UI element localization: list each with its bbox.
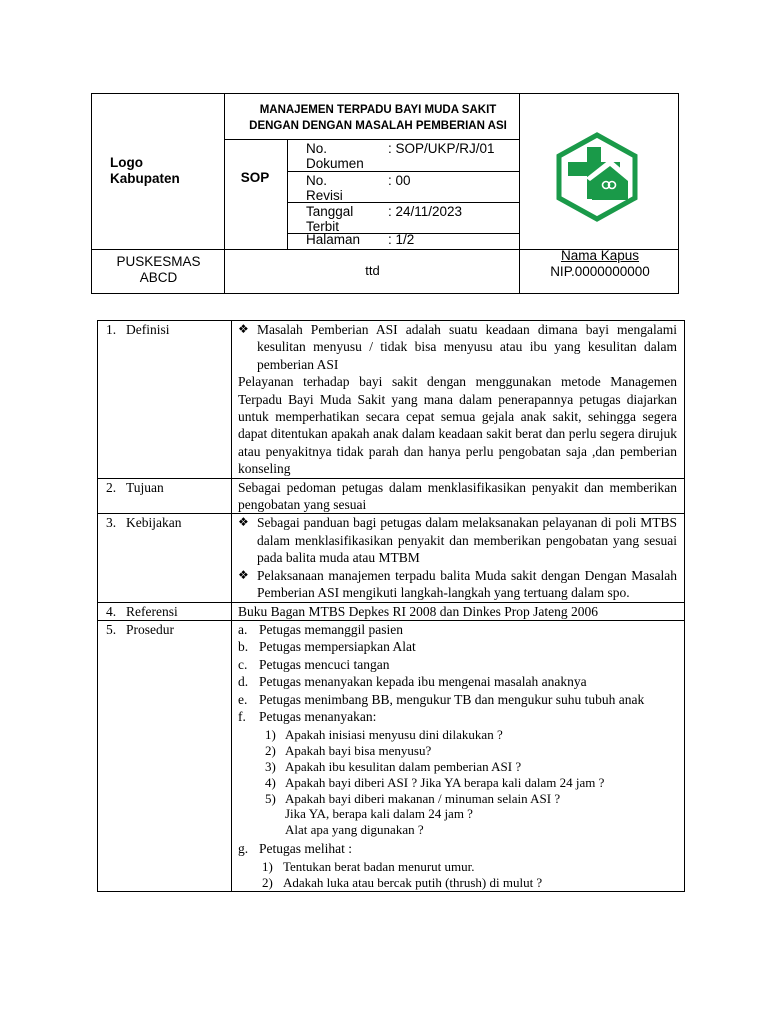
list-item: e. Petugas menimbang BB, mengukur TB dan mengukur suhu tubuh anak (238, 691, 645, 707)
kapus-name: Nama Kapus (560, 248, 640, 263)
list-item: g. Petugas melihat : (238, 840, 352, 856)
meta-key: No. Revisi (306, 173, 343, 203)
list-item: f. Petugas menanyakan: (238, 708, 377, 724)
section-body: Buku Bagan MTBS Depkes RI 2008 dan Dinkes Prop Jateng 2006 (232, 602, 685, 620)
section-body (232, 321, 685, 479)
row-tujuan (98, 478, 685, 514)
meta-value: : 24/11/2023 (388, 204, 463, 219)
meta-key: No. Dokumen (306, 141, 364, 171)
logo-line: Logo (110, 155, 143, 170)
signature-ttd: ttd (365, 263, 380, 278)
sub-list-item: 4) Apakah bayi diberi ASI ? Jika YA berapa kali dalam 24 jam ? (265, 774, 605, 790)
diamond-bullet-icon: ❖ (238, 567, 249, 582)
bullet-item: ❖ Sebagai panduan bagi petugas dalam melaksanakan pelayanan di poli MTBS dalam menklasifikasikan penyakit dan memberikan pengobatan yang sesuai pada balita muda atau MTBM (238, 515, 677, 566)
meta-value: : 1/2 (388, 232, 415, 247)
section-label: 4. Referensi (98, 602, 232, 620)
list-item: c. Petugas mencuci tangan (238, 656, 390, 672)
kapus-block (520, 248, 680, 280)
sub-list-item: 3) Apakah ibu kesulitan dalam pemberian ASI ? (265, 758, 522, 774)
title-line: DENGAN DENGAN MASALAH PEMBERIAN ASI (249, 120, 507, 132)
meta-key: Tanggal Terbit (306, 204, 354, 234)
sub-list-item: 1) Tentukan berat badan menurut umur. (262, 859, 475, 875)
section-label: 2. Tujuan (98, 478, 232, 514)
sub-list-continuation: Jika YA, berapa kali dalam 24 jam ? (285, 806, 473, 822)
section-body (232, 620, 685, 891)
meta-key: Halaman (306, 232, 361, 247)
sub-list-item: 2) Adakah luka atau bercak putih (thrush) di mulut ? (262, 875, 543, 891)
row-prosedur (98, 620, 685, 891)
logo-line: Kabupaten (110, 171, 180, 186)
list-item: b. Petugas mempersiapkan Alat (238, 639, 416, 655)
bullet-item: ❖ Masalah Pemberian ASI adalah suatu keadaan dimana bayi mengalami kesulitan menyusu / tidak bisa menyusu atau ibu yang kesulitan dalam pemberian ASI (238, 322, 677, 372)
section-label: 1. Definisi (98, 321, 232, 479)
logo-placeholder (110, 155, 180, 187)
sop-label: SOP (240, 170, 270, 185)
diamond-bullet-icon: ❖ (238, 515, 249, 530)
row-referensi (98, 602, 685, 620)
list-item: a. Petugas memanggil pasien (238, 621, 403, 637)
meta-value: : 00 (388, 173, 411, 188)
section-body: Sebagai pedoman petugas dalam menklasifikasikan penyakit dan memberikan pengobatan yang sesuai (232, 478, 685, 514)
bullet-item: ❖ Pelaksanaan manajemen terpadu balita Muda sakit dengan Dengan Masalah Pemberian ASI mengikuti langkah-langkah yang tertuang dalam spo. (238, 567, 677, 601)
sub-list-continuation: Alat apa yang digunakan ? (285, 822, 424, 838)
kapus-nip: NIP.0000000000 (550, 264, 650, 279)
sub-list-item: 2) Apakah bayi bisa menyusu? (265, 743, 432, 759)
meta-row-no-dokumen (288, 140, 520, 173)
section-label: 5. Prosedur (98, 620, 232, 891)
paragraph: Pelayanan terhadap bayi sakit dengan menggunakan metode Managemen Terpadu Bayi Muda Sakit yang mana dalam penerapannya petugas diajarkan untuk memperhatikan secara cepat semua gejala anak sakit, sehingga segera dapat ditentukan apakah anak dalam keadaan sakit berat dan perlu segera dirujuk atau penyakitnya tidak parah dan hanya perlu pengobatan saja ,dan pemberian konseling (238, 374, 677, 477)
meta-row-halaman (288, 233, 520, 249)
section-body (232, 514, 685, 602)
row-kebijakan (98, 514, 685, 602)
puskesmas-logo-icon (556, 132, 638, 222)
meta-value: : SOP/UKP/RJ/01 (388, 141, 495, 156)
puskesmas-name: PUSKESMAS ABCD (116, 254, 201, 285)
sop-header-table (91, 93, 679, 294)
diamond-bullet-icon: ❖ (238, 322, 249, 336)
document-title (232, 102, 524, 134)
sub-list-item: 5) Apakah bayi diberi makanan / minuman selain ASI ? (265, 790, 561, 806)
sub-list-item: 1) Apakah inisiasi menyusu dini dilakukan ? (265, 727, 503, 743)
title-line: MANAJEMEN TERPADU BAYI MUDA SAKIT (259, 104, 497, 116)
sop-content-table (97, 320, 685, 892)
meta-row-no-revisi (288, 172, 520, 205)
section-label: 3. Kebijakan (98, 514, 232, 602)
list-item: d. Petugas menanyakan kepada ibu mengenai masalah anaknya (238, 674, 587, 690)
row-definisi (98, 321, 685, 479)
